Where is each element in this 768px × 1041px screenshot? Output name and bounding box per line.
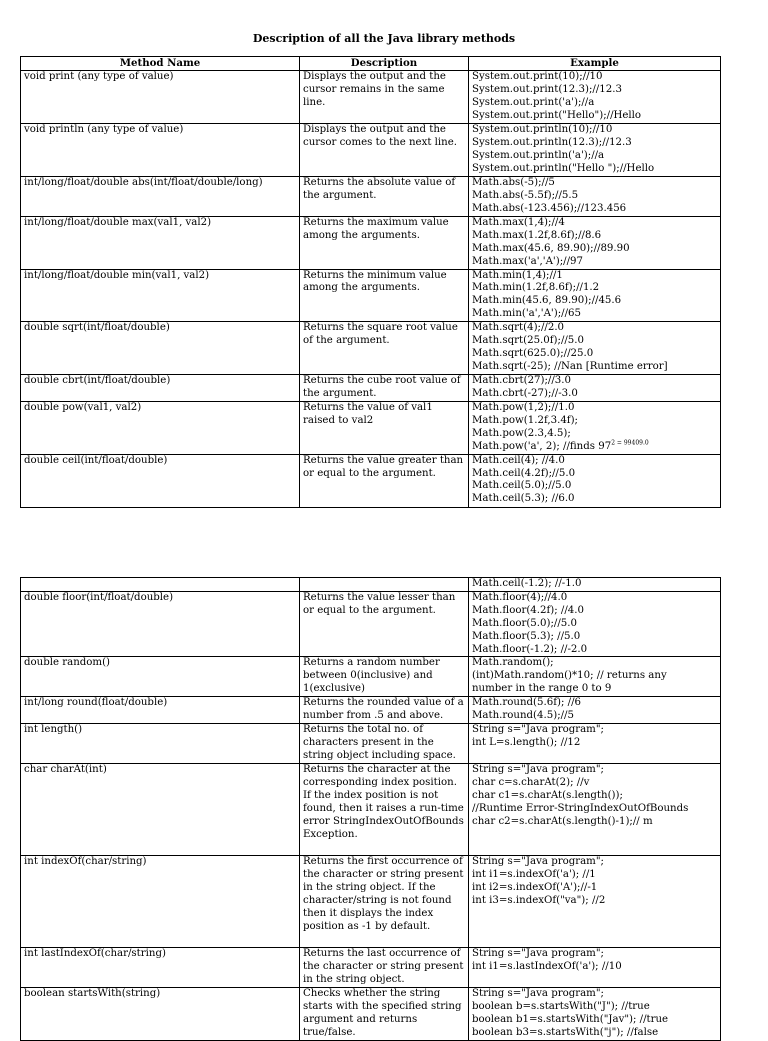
- example-line: Math.abs(-123.456);//123.456: [472, 202, 627, 214]
- example-line: Math.cbrt(27);//3.0: [472, 375, 571, 387]
- description-cell: Returns the value greater than or equal to the argument.: [300, 454, 469, 507]
- table-row: [21, 269, 721, 322]
- example-line: Math.floor(4);//4.0: [472, 591, 568, 603]
- example-line: Math.floor(-1.2); //-2.0: [472, 643, 588, 655]
- example-line: [472, 441, 717, 454]
- table-row: [21, 322, 721, 375]
- example-line: Math.sqrt(4);//2.0: [472, 322, 565, 334]
- example-line: Math.min(45.6, 89.90);//45.6: [472, 295, 622, 307]
- method-name-cell: int length(): [21, 724, 300, 764]
- example-line: int i1=s.indexOf('a'); //1: [472, 869, 596, 881]
- example-line: char c2=s.charAt(s.length()-1);// m: [472, 815, 653, 827]
- table-row: [21, 176, 721, 216]
- description-cell: Returns the cube root value of the argument.: [300, 375, 469, 402]
- example-line: Math.pow(1,2);//1.0: [472, 401, 575, 413]
- description-cell: Returns the value of val1 raised to val2: [300, 401, 469, 454]
- example-cell: [469, 856, 721, 948]
- example-line: Math.min('a','A');//65: [472, 308, 581, 320]
- example-cell: [469, 269, 721, 322]
- method-name-cell: boolean startsWith(string): [21, 988, 300, 1041]
- table-row: [21, 697, 721, 724]
- description-cell: Returns the total no. of characters present in the string object including space.: [300, 724, 469, 764]
- example-cell: [469, 657, 721, 697]
- example-line: Math.abs(-5);//5: [472, 176, 555, 188]
- example-line: Math.ceil(5.0);//5.0: [472, 480, 572, 492]
- method-name-cell: int/long/float/double min(val1, val2): [21, 269, 300, 322]
- header-row: [21, 57, 721, 71]
- table-row: [21, 123, 721, 176]
- example-line: number in the range 0 to 9: [472, 683, 612, 695]
- table-row: [21, 401, 721, 454]
- description-cell: Returns the rounded value of a number from .5 and above.: [300, 697, 469, 724]
- method-name-cell: int/long/float/double abs(int/float/double/long): [21, 176, 300, 216]
- table-row: [21, 856, 721, 948]
- description-cell: Returns a random number between 0(inclusive) and 1(exclusive): [300, 657, 469, 697]
- example-line: //Runtime Error-StringIndexOutOfBounds: [472, 802, 689, 814]
- example-cell: [469, 375, 721, 402]
- table-row: [21, 724, 721, 764]
- example-line: System.out.println(10);//10: [472, 123, 613, 135]
- example-line: (int)Math.random()*10; // returns any: [472, 670, 667, 682]
- example-line: System.out.print("Hello");//Hello: [472, 109, 642, 121]
- example-line: int i3=s.indexOf("va"); //2: [472, 894, 606, 906]
- description-cell: Returns the square root value of the argument.: [300, 322, 469, 375]
- method-name-cell: double ceil(int/float/double): [21, 454, 300, 507]
- example-line: Math.sqrt(625.0);//25.0: [472, 347, 594, 359]
- example-line: Math.max('a','A');//97: [472, 255, 583, 267]
- method-name-cell: int/long round(float/double): [21, 697, 300, 724]
- description-cell: [300, 578, 469, 592]
- example-line: Math.ceil(4.2f);//5.0: [472, 467, 576, 479]
- example-line: System.out.println("Hello ");//Hello: [472, 162, 655, 174]
- description-cell: Returns the last occurrence of the character or string present in the string object.: [300, 948, 469, 988]
- example-line: Math.random();: [472, 657, 554, 669]
- description-cell: Returns the maximum value among the arguments.: [300, 216, 469, 269]
- table-row: [21, 764, 721, 856]
- example-cell: [469, 123, 721, 176]
- example-line: Math.round(5.6f); //6: [472, 697, 581, 709]
- method-name-cell: void print (any type of value): [21, 70, 300, 123]
- example-line: System.out.println(12.3);//12.3: [472, 136, 632, 148]
- header-example: Example: [469, 57, 721, 71]
- description-cell: Returns the absolute value of the argument.: [300, 176, 469, 216]
- description-cell: Displays the output and the cursor comes to the next line.: [300, 123, 469, 176]
- example-cell: [469, 591, 721, 657]
- example-line: System.out.print(12.3);//12.3: [472, 83, 622, 95]
- table-row: [21, 988, 721, 1041]
- method-name-cell: double floor(int/float/double): [21, 591, 300, 657]
- example-line: int i1=s.lastIndexOf('a'); //10: [472, 961, 622, 973]
- method-name-cell: int indexOf(char/string): [21, 856, 300, 948]
- example-line: Math.sqrt(25.0f);//5.0: [472, 335, 585, 347]
- example-cell: [469, 578, 721, 592]
- method-name-cell: void println (any type of value): [21, 123, 300, 176]
- example-line: String s="Java program";: [472, 856, 604, 868]
- example-line: Math.pow(2.3,4.5);: [472, 427, 571, 439]
- example-line: boolean b=s.startsWith("J"); //true: [472, 1001, 650, 1013]
- example-line: String s="Java program";: [472, 948, 604, 960]
- example-cell: [469, 70, 721, 123]
- example-cell: [469, 764, 721, 856]
- example-line: Math.ceil(-1.2); //-1.0: [472, 578, 582, 589]
- example-line: Math.min(1,4);//1: [472, 269, 563, 281]
- example-cell: [469, 988, 721, 1041]
- example-line: String s="Java program";: [472, 988, 604, 1000]
- example-line: boolean b3=s.startsWith("j"); //false: [472, 1026, 659, 1038]
- method-name-cell: char charAt(int): [21, 764, 300, 856]
- example-line: System.out.println('a');//a: [472, 149, 605, 161]
- method-name-cell: double sqrt(int/float/double): [21, 322, 300, 375]
- example-line: Math.pow(1.2f,3.4f);: [472, 414, 578, 426]
- table-row: [21, 948, 721, 988]
- table-row: [21, 216, 721, 269]
- example-line: Math.floor(5.3); //5.0: [472, 630, 581, 642]
- example-line: Math.round(4.5);//5: [472, 710, 574, 722]
- methods-table-2: [20, 577, 721, 1041]
- method-name-cell: double pow(val1, val2): [21, 401, 300, 454]
- example-line: String s="Java program";: [472, 764, 604, 776]
- method-name-cell: int lastIndexOf(char/string): [21, 948, 300, 988]
- example-line: Math.min(1.2f,8.6f);//1.2: [472, 282, 600, 294]
- table-row: [21, 375, 721, 402]
- description-cell: Returns the first occurrence of the character or string present in the string object. If the character/string is not found then it displays the index position as -1 by default.: [300, 856, 469, 948]
- table-row: [21, 591, 721, 657]
- header-description: Description: [300, 57, 469, 71]
- example-line: int i2=s.indexOf('A');//-1: [472, 881, 598, 893]
- example-line: Math.abs(-5.5f);//5.5: [472, 189, 579, 201]
- header-method-name: Method Name: [21, 57, 300, 71]
- example-line: Math.ceil(5.3); //6.0: [472, 493, 575, 505]
- example-line: System.out.print(10);//10: [472, 70, 603, 82]
- example-line: Math.sqrt(-25); //Nan [Runtime error]: [472, 360, 668, 372]
- example-cell: [469, 724, 721, 764]
- example-cell: [469, 176, 721, 216]
- table-row: [21, 657, 721, 697]
- description-cell: Returns the value lesser than or equal to the argument.: [300, 591, 469, 657]
- table-row: [21, 70, 721, 123]
- example-line: Math.ceil(4); //4.0: [472, 454, 565, 466]
- description-cell: Returns the character at the corresponding index position. If the index position is not found, then it raises a run-time error StringIndexOutOfBounds Exception.: [300, 764, 469, 856]
- example-line: Math.max(45.6, 89.90);//89.90: [472, 242, 630, 254]
- example-line: System.out.print('a');//a: [472, 96, 595, 108]
- superscript-result: 2 = 99409.0: [611, 439, 649, 447]
- example-cell: [469, 454, 721, 507]
- example-cell: [469, 401, 721, 454]
- method-name-cell: [21, 578, 300, 592]
- method-name-cell: double cbrt(int/float/double): [21, 375, 300, 402]
- example-line: String s="Java program";: [472, 724, 604, 736]
- example-cell: [469, 216, 721, 269]
- example-line: char c1=s.charAt(s.length());: [472, 789, 623, 801]
- description-cell: Returns the minimum value among the arguments.: [300, 269, 469, 322]
- example-cell: [469, 697, 721, 724]
- example-line: char c=s.charAt(2); //v: [472, 777, 590, 789]
- description-cell: Displays the output and the cursor remains in the same line.: [300, 70, 469, 123]
- example-line: Math.cbrt(-27);//-3.0: [472, 388, 578, 400]
- methods-table-1: [20, 56, 721, 508]
- table-row: [21, 578, 721, 592]
- example-line: Math.max(1,4);//4: [472, 216, 565, 228]
- method-name-cell: double random(): [21, 657, 300, 697]
- example-cell: [469, 948, 721, 988]
- example-line: Math.max(1.2f,8.6f);//8.6: [472, 229, 602, 241]
- example-cell: [469, 322, 721, 375]
- example-line: Math.floor(4.2f); //4.0: [472, 604, 584, 616]
- example-line-text: Math.pow('a', 2); //finds 97: [472, 440, 612, 452]
- description-cell: Checks whether the string starts with the specified string argument and returns true/false.: [300, 988, 469, 1041]
- example-line: int L=s.length(); //12: [472, 737, 581, 749]
- example-line: Math.floor(5.0);//5.0: [472, 617, 577, 629]
- example-line: boolean b1=s.startsWith("Jav"); //true: [472, 1013, 669, 1025]
- method-name-cell: int/long/float/double max(val1, val2): [21, 216, 300, 269]
- table-row: [21, 454, 721, 507]
- page-title: Description of all the Java library methods: [252, 32, 516, 45]
